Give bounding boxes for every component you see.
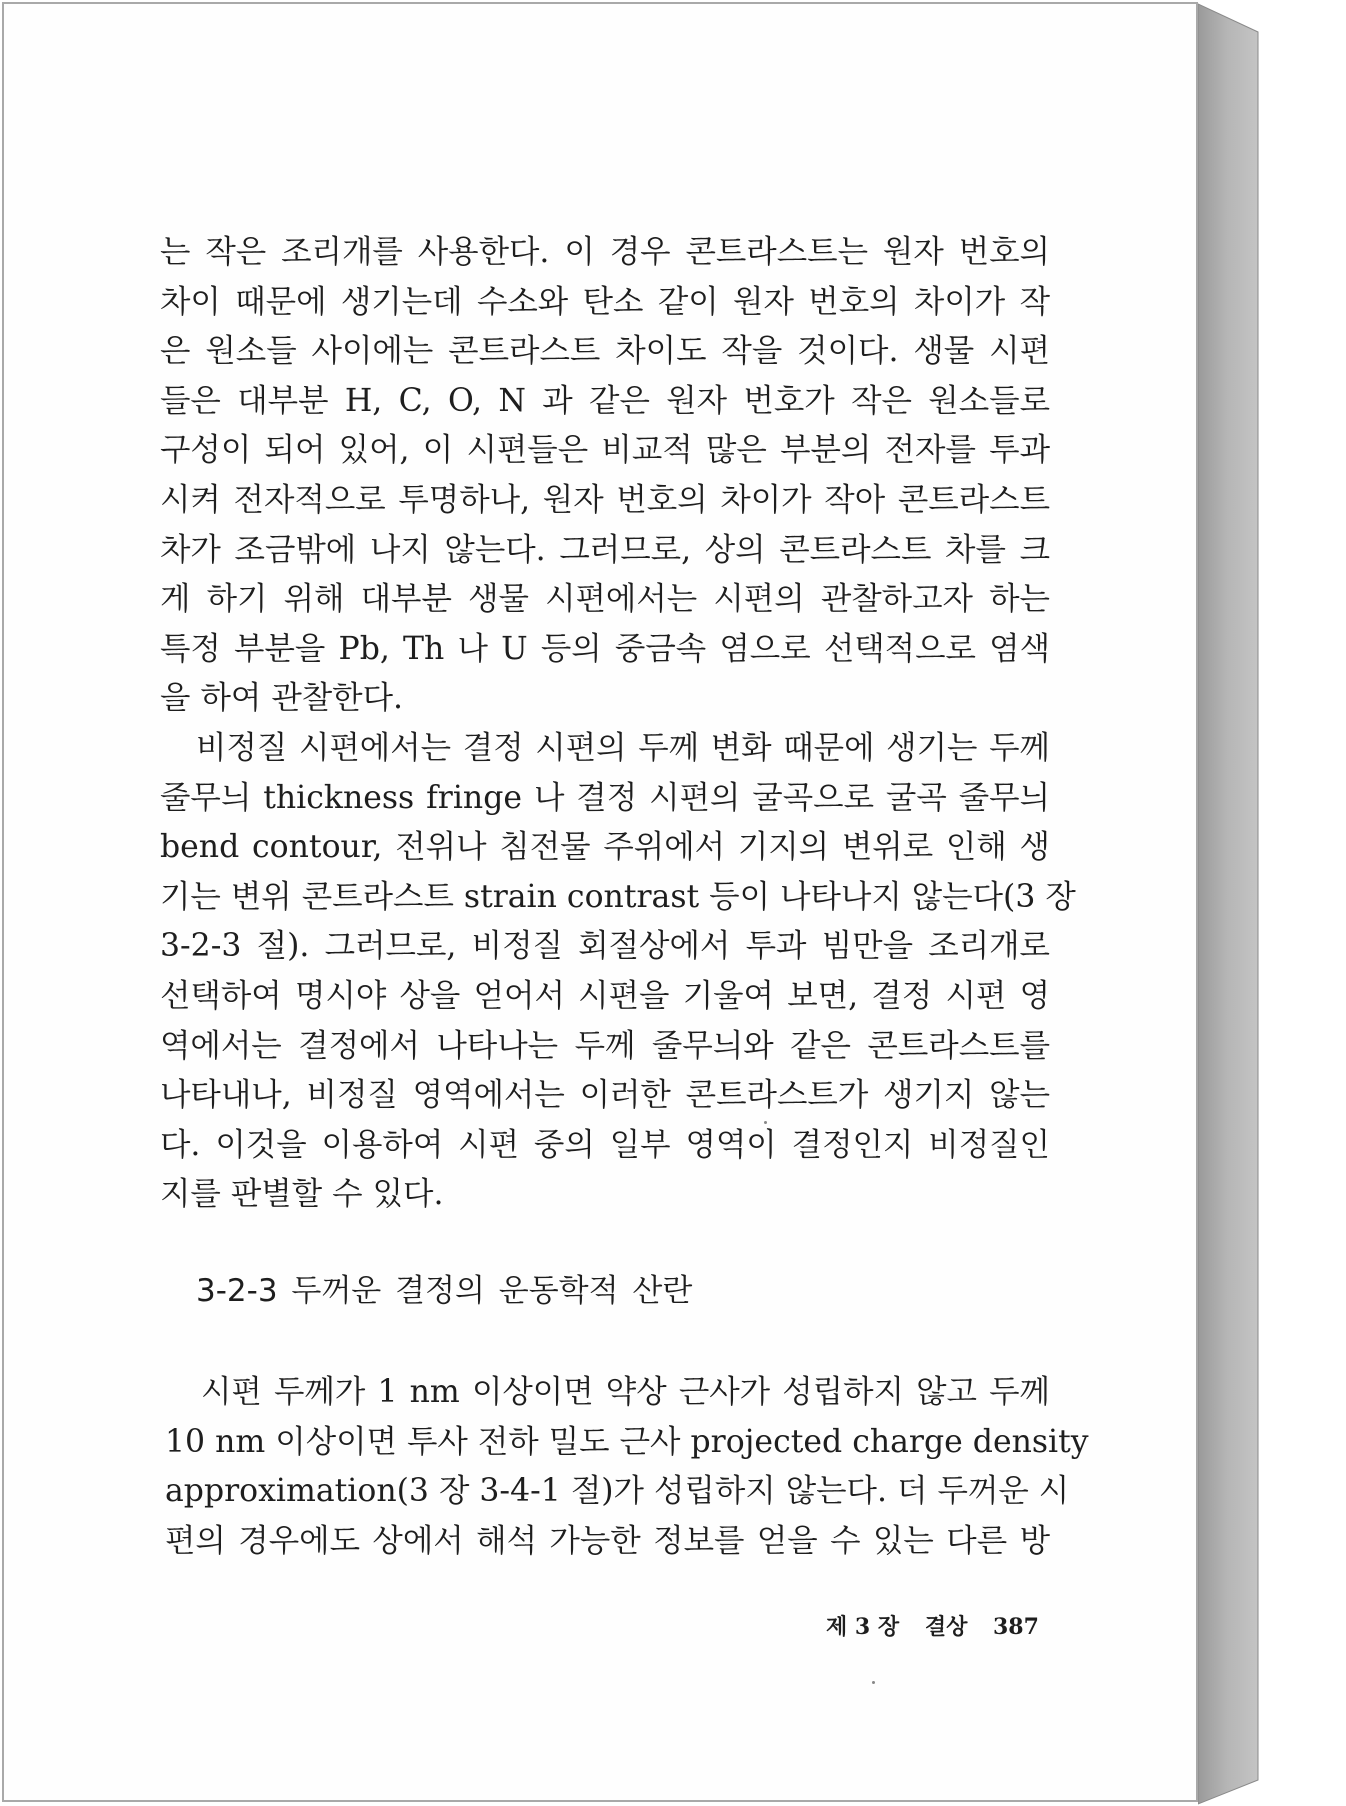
text-line: 선택하여 명시야 상을 얻어서 시편을 기울여 보면, 결정 시편 영 <box>160 977 1050 1014</box>
text-line: 편의 경우에도 상에서 해석 가능한 정보를 얻을 수 있는 다른 방 <box>165 1522 1050 1559</box>
text-line: approximation(3 장 3-4-1 절)가 성립하지 않는다. 더 두꺼운 시 <box>165 1473 1070 1510</box>
chapter-label: 제 3 장 <box>826 1614 900 1640</box>
text-line: 10 nm 이상이면 투사 전하 밀도 근사 projected charge density <box>165 1423 1089 1460</box>
text-line: 지를 판별할 수 있다. <box>160 1176 444 1213</box>
text-line: 3-2-3 절). 그러므로, 비정질 회절상에서 투과 빔만을 조리개로 <box>160 928 1050 965</box>
text-line: 역에서는 결정에서 나타나는 두께 줄무늬와 같은 콘트라스트를 <box>160 1027 1050 1064</box>
text-line: 다. 이것을 이용하여 시편 중의 일부 영역이 결정인지 비정질인 <box>160 1126 1050 1163</box>
section-heading: 3-2-3 두꺼운 결정의 운동학적 산란 <box>196 1273 693 1309</box>
text-line: 들은 대부분 H, C, O, N 과 같은 원자 번호가 작은 원소들로 <box>160 382 1050 419</box>
text-line: 는 작은 조리개를 사용한다. 이 경우 콘트라스트는 원자 번호의 <box>160 234 1050 270</box>
text-line: 차이 때문에 생기는데 수소와 탄소 같이 원자 번호의 차이가 작 <box>160 283 1051 320</box>
text-line: 기는 변위 콘트라스트 strain contrast 등이 나타나지 않는다(3 장 <box>160 878 1076 915</box>
text-line: 은 원소들 사이에는 콘트라스트 차이도 작을 것이다. 생물 시편 <box>160 333 1050 370</box>
paragraph-3 <box>165 1368 1089 1566</box>
text-line: 을 하여 관찰한다. <box>160 680 404 717</box>
paragraph-1 <box>160 228 1076 1220</box>
text-line: 줄무늬 thickness fringe 나 결정 시편의 굴곡으로 굴곡 줄무늬 <box>160 779 1050 816</box>
text-line: 차가 조금밖에 나지 않는다. 그러므로, 상의 콘트라스트 차를 크 <box>160 531 1050 568</box>
text-line: 비정질 시편에서는 결정 시편의 두께 변화 때문에 생기는 두께 <box>196 729 1050 766</box>
text-line: 특정 부분을 Pb, Th 나 U 등의 중금속 염으로 선택적으로 염색 <box>160 630 1050 667</box>
text-line: 게 하기 위해 대부분 생물 시편에서는 시편의 관찰하고자 하는 <box>160 581 1050 618</box>
page-footer <box>826 1610 1039 1641</box>
speck <box>872 1681 875 1684</box>
chapter-title: 결상 <box>924 1614 968 1640</box>
book-spine-edge <box>1198 0 1278 1806</box>
text-line: 시켜 전자적으로 투명하나, 원자 번호의 차이가 작아 콘트라스트 <box>160 481 1050 518</box>
text-line: 시편 두께가 1 nm 이상이면 약상 근사가 성립하지 않고 두께 <box>201 1374 1050 1410</box>
text-line: 구성이 되어 있어, 이 시편들은 비교적 많은 부분의 전자를 투과 <box>160 432 1050 469</box>
text-line: 나타내나, 비정질 영역에서는 이러한 콘트라스트가 생기지 않는 <box>160 1077 1050 1114</box>
page-number: 387 <box>993 1614 1039 1640</box>
text-line: bend contour, 전위나 침전물 주위에서 기지의 변위로 인해 생 <box>160 829 1050 866</box>
